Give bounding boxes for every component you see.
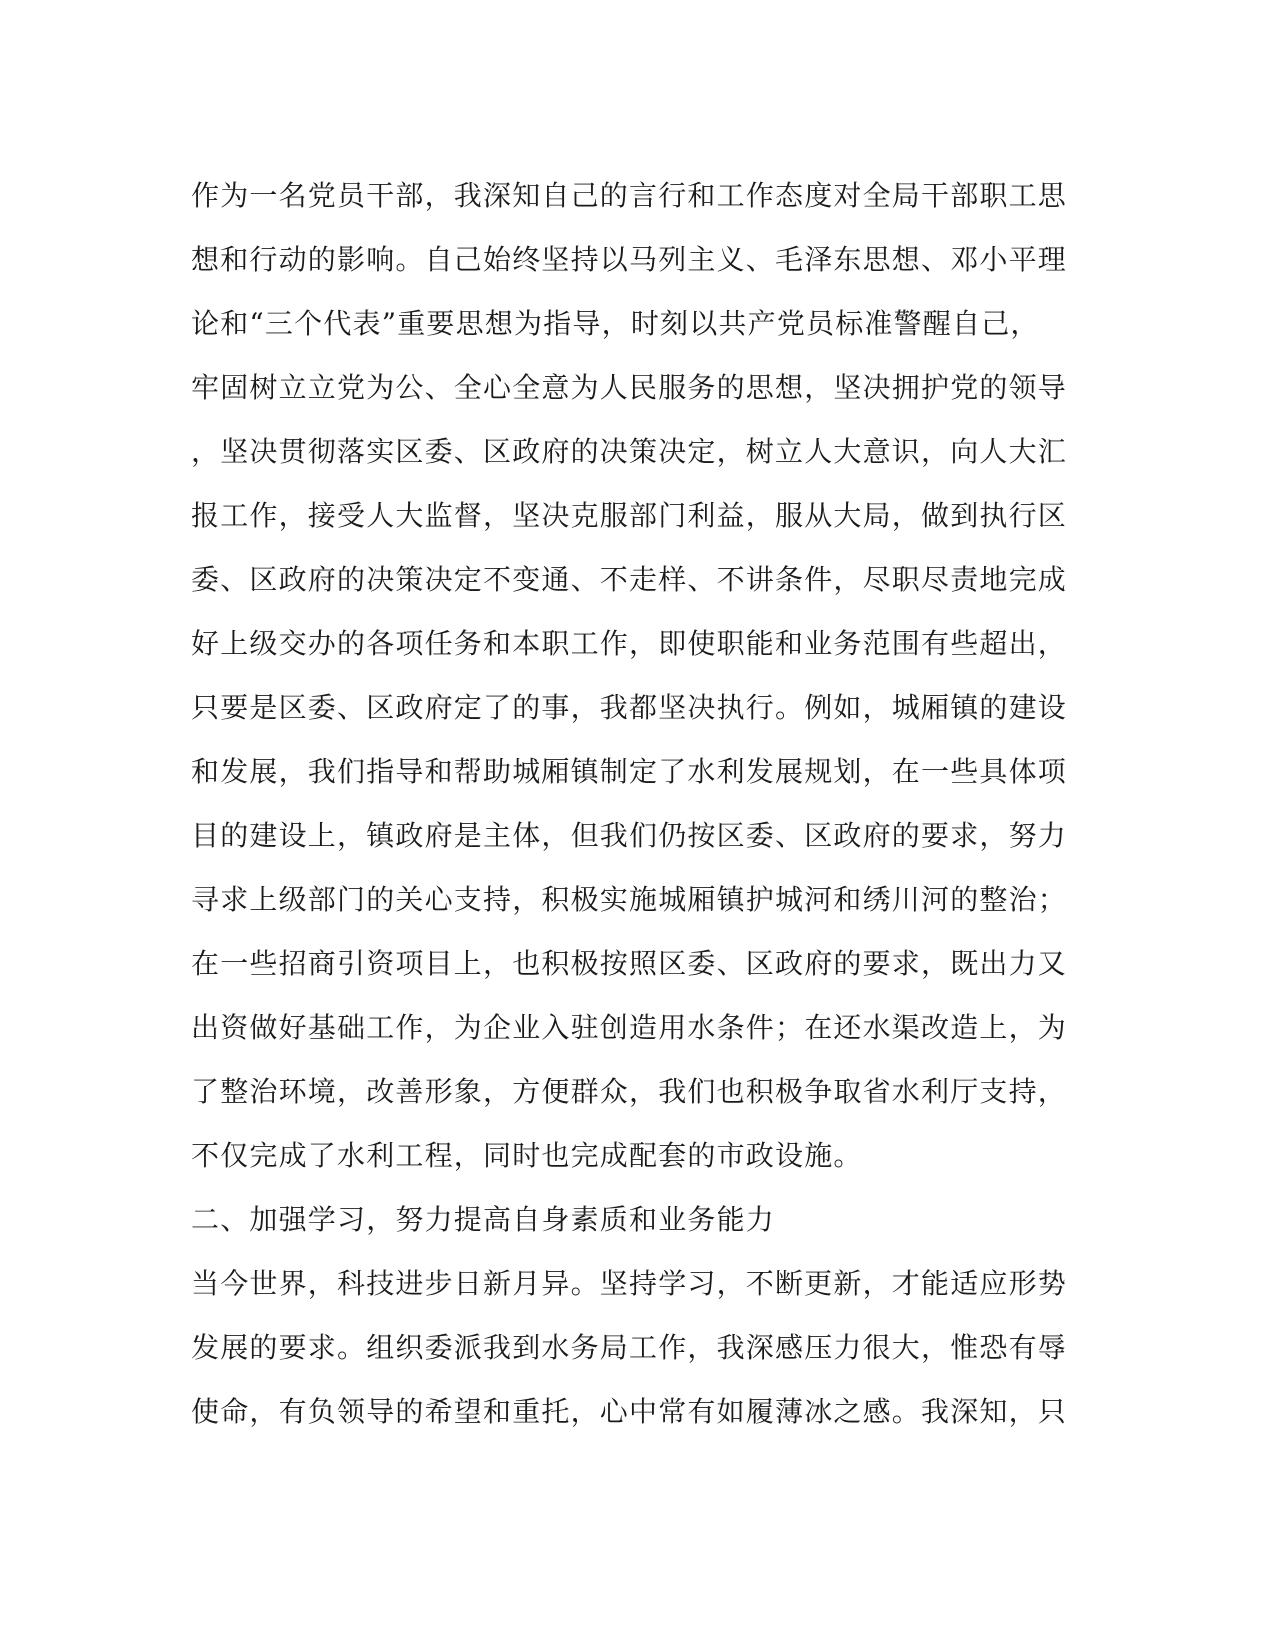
- text-line: 出资做好基础工作，为企业入驻创造用水条件；在还水渠改造上，为: [191, 1011, 1068, 1044]
- text-line: 使命，有负领导的希望和重托，心中常有如履薄冰之感。我深知，只: [191, 1395, 1068, 1428]
- text-line: 只要是区委、区政府定了的事，我都坚决执行。例如，城厢镇的建设: [191, 691, 1068, 724]
- text-line: 报工作，接受人大监督，坚决克服部门利益，服从大局，做到执行区: [191, 499, 1068, 532]
- text-line: 当今世界，科技进步日新月异。坚持学习，不断更新，才能适应形势: [191, 1267, 1068, 1300]
- text-line: 寻求上级部门的关心支持，积极实施城厢镇护城河和绣川河的整治；: [191, 883, 1068, 916]
- text-line: 好上级交办的各项任务和本职工作，即使职能和业务范围有些超出，: [191, 627, 1068, 660]
- text-line: 发展的要求。组织委派我到水务局工作，我深感压力很大，惟恐有辱: [191, 1331, 1068, 1364]
- section-heading: 二、加强学习，努力提高自身素质和业务能力: [191, 1203, 776, 1236]
- text-line: 不仅完成了水利工程，同时也完成配套的市政设施。: [191, 1139, 863, 1172]
- text-line: 作为一名党员干部，我深知自己的言行和工作态度对全局干部职工思: [191, 179, 1068, 212]
- text-line: ，坚决贯彻落实区委、区政府的决策决定，树立人大意识，向人大汇: [191, 435, 1068, 468]
- text-line: 委、区政府的决策决定不变通、不走样、不讲条件，尽职尽责地完成: [191, 563, 1068, 596]
- text-line: 了整治环境，改善形象，方便群众，我们也积极争取省水利厅支持，: [191, 1075, 1068, 1108]
- text-line: 想和行动的影响。自己始终坚持以马列主义、毛泽东思想、邓小平理: [191, 243, 1068, 276]
- text-line: 在一些招商引资项目上，也积极按照区委、区政府的要求，既出力又: [191, 947, 1068, 980]
- text-line: 和发展，我们指导和帮助城厢镇制定了水利发展规划，在一些具体项: [191, 755, 1068, 788]
- text-line: 目的建设上，镇政府是主体，但我们仍按区委、区政府的要求，努力: [191, 819, 1068, 852]
- text-line: 牢固树立立党为公、全心全意为人民服务的思想，坚决拥护党的领导: [191, 371, 1068, 404]
- document-body: [191, 164, 1071, 1444]
- text-line: 论和“三个代表”重要思想为指导，时刻以共产党员标准警醒自己，: [191, 307, 1040, 340]
